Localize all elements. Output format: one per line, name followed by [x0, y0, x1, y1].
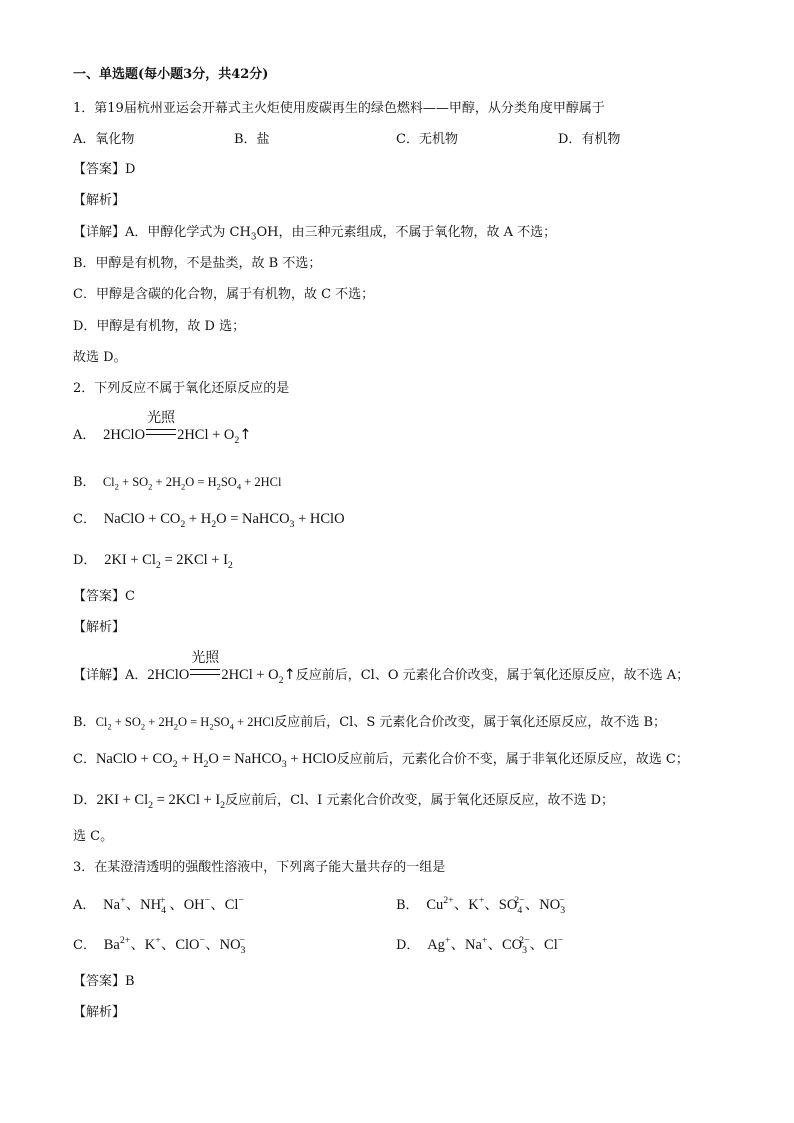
q3-ions-b: $Cu^{2+}$、K+、$SO_4^{2-}$、$NO_3^-$ — [422, 895, 566, 916]
gas-arrow-icon: ↑ — [239, 427, 252, 443]
q2-detail-label-c: C． — [73, 752, 96, 767]
gas-arrow-icon-detail: ↑ — [283, 667, 296, 683]
q2-detail-d-text: 反应前后，Cl、I 元素化合价改变，属于氧化还原反应，故不选 D； — [225, 793, 615, 808]
q2-label-d: D． — [73, 553, 97, 568]
q2-stem: 2．下列反应不属于氧化还原反应的是 — [73, 381, 290, 396]
q2-label-b: B． — [73, 475, 96, 490]
q2-option-b — [73, 473, 281, 492]
q3-ions-a: Na+、$NH_4^+$ 、OH−、Cl− — [99, 895, 244, 916]
q2-detail-b-text: 反应前后，Cl、S 元素化合价改变，属于氧化还原反应，故不选 B； — [274, 715, 667, 730]
q1-answer: 【答案】D — [73, 162, 136, 177]
q2-conclusion: 选 C。 — [73, 829, 114, 844]
light-condition-arrow — [146, 410, 176, 444]
q1-detail-b: B．甲醇是有机物，不是盐类，故 B 不选； — [73, 256, 322, 271]
q1-detail-a: 【详解】A．甲醇化学式为 $CH_3OH$，由三种元素组成，不属于氧化物，故 A 不选； — [73, 225, 557, 243]
q2-option-d — [73, 551, 233, 570]
q2-label-c: C． — [73, 512, 96, 527]
q1-conclusion: 故选 D。 — [73, 350, 127, 365]
q2-detail-eq-c: NaClO + $CO_2 + H_2O$ = NaHCO$_3$ + HClO — [95, 751, 337, 770]
light-condition-arrow-detail — [190, 650, 220, 684]
q1-analysis-label: 【解析】 — [73, 193, 126, 208]
q2-detail-a — [73, 650, 690, 686]
q2-detail-d — [73, 791, 614, 810]
q2-detail-label-b: B． — [73, 715, 96, 730]
q2-detail-a-text: 反应前后，Cl、O 元素化合价改变，属于氧化还原反应，故不选 A； — [295, 668, 690, 683]
q3-answer: 【答案】B — [73, 974, 135, 989]
q2-option-c — [73, 510, 345, 529]
q2-eq-c: NaClO + $CO_2 + H_2O$ = NaHCO$_3$ + HClO — [100, 511, 345, 530]
q3-ions-d: Ag+、Na+、$CO_3^{2-}$、Cl− — [423, 935, 564, 956]
q3-ions-c: $Ba^{2+}$、K+、ClO−、$NO_3^-$ — [100, 935, 246, 956]
q2-answer: 【答案】C — [73, 589, 135, 604]
q2-detail-b — [73, 713, 666, 732]
q1-option-a: A．氧化物 — [73, 132, 135, 147]
q1-option-c: C．无机物 — [396, 132, 458, 147]
q2-detail-eq-b: $Cl_2 + SO_2 + 2H_2O = H_2SO_4 + 2HCl$ — [95, 715, 275, 732]
q2-detail-label: 【详解】 — [73, 668, 126, 683]
q1-stem: 1．第19届杭州亚运会开幕式主火炬使用废碳再生的绿色燃料——甲醇，从分类角度甲醇属于 — [73, 101, 605, 116]
q2-detail-label-d: D． — [73, 793, 97, 808]
q1-detail-c: C．甲醇是含碳的化合物，属于有机物，故 C 不选； — [73, 287, 375, 302]
q3-option-a — [73, 896, 244, 915]
q1-detail-label: 【详解】 — [73, 225, 126, 240]
condition-text-detail: 光照 — [191, 650, 220, 666]
q2-detail-eq-a: 2HClO 光照 $2HCl + O_2↑$ — [147, 650, 296, 686]
q3-label-d: D． — [396, 938, 420, 953]
q3-label-a: A． — [73, 898, 96, 913]
q3-label-c: C． — [73, 938, 96, 953]
q3-option-b — [396, 896, 565, 915]
q3-stem: 3．在某澄清透明的强酸性溶液中，下列离子能大量共存的一组是 — [73, 860, 446, 875]
q1-detail-a-post: OH，由三种元素组成，不属于氧化物，故 A 不选； — [256, 225, 557, 240]
q2-eq-a: 2HClO 光照 $2HCl + O_2↑$ — [99, 410, 252, 446]
q2-label-a: A． — [73, 428, 96, 443]
q2-eq-d: $2KI + Cl_2 = 2KCl + I_2$ — [100, 552, 233, 571]
q2-option-a — [73, 410, 252, 446]
q2-detail-c — [73, 750, 689, 769]
q1-detail-a-pre: A．甲醇化学式为 CH — [125, 225, 251, 240]
q1-option-b: B．盐 — [234, 132, 270, 147]
q2-detail-a-prefix: A． — [125, 668, 148, 683]
q2-detail-eq-d: $2KI + Cl_2 = 2KCl + I_2$ — [96, 792, 226, 811]
q2-detail-c-text: 反应前后，元素化合价不变，属于非氧化还原反应，故选 C； — [336, 752, 689, 767]
q1-option-d: D．有机物 — [558, 132, 621, 147]
q3-option-c — [73, 936, 245, 955]
q3-option-d — [396, 936, 563, 955]
section-title: 一、单选题(每小题3分，共42分) — [73, 67, 269, 82]
q2-analysis-label: 【解析】 — [73, 620, 126, 635]
q3-label-b: B． — [396, 898, 419, 913]
q1-detail-d: D．甲醇是有机物，故 D 选； — [73, 319, 246, 334]
condition-text: 光照 — [147, 410, 176, 426]
q3-analysis-label: 【解析】 — [73, 1005, 126, 1020]
q2-eq-b: $Cl_2 + SO_2 + 2H_2O = H_2SO_4 + 2HCl$ — [99, 475, 282, 492]
